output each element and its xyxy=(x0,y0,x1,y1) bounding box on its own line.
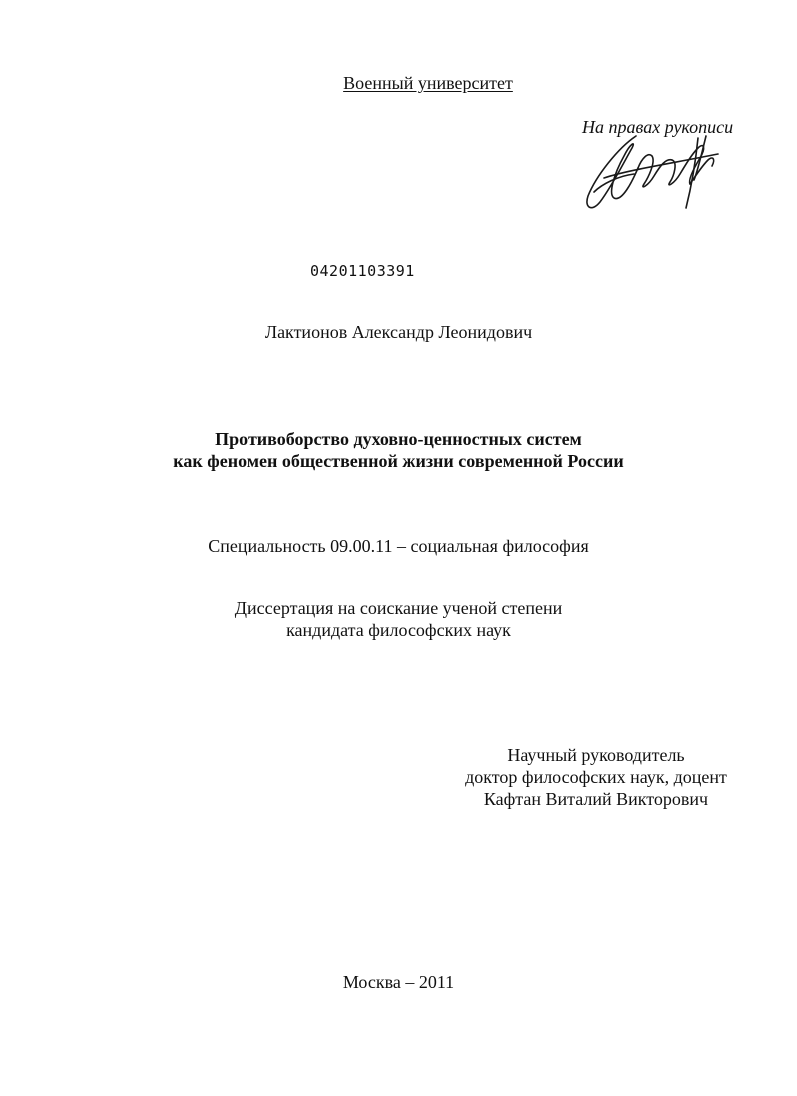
signature-image xyxy=(578,118,758,218)
catalog-code: 04201103391 xyxy=(310,262,415,280)
degree-statement xyxy=(0,597,797,641)
university-name: Военный университет xyxy=(343,73,513,93)
author-name: Лактионов Александр Леонидович xyxy=(264,322,533,342)
supervisor-block xyxy=(430,744,762,810)
degree-line-2: кандидата философских наук xyxy=(286,620,511,640)
city-year: Москва – 2011 xyxy=(342,972,455,992)
title-line-1: Противоборство духовно-ценностных систем xyxy=(215,429,582,449)
title-line-2: как феномен общественной жизни современной России xyxy=(173,451,624,471)
supervisor-role: Научный руководитель xyxy=(507,745,685,765)
supervisor-name: Кафтан Виталий Викторович xyxy=(483,789,709,809)
dissertation-title xyxy=(0,428,797,472)
specialty-line: Специальность 09.00.11 – социальная философия xyxy=(208,536,589,556)
manuscript-rights-label: На правах рукописи xyxy=(582,117,734,137)
degree-line-1: Диссертация на соискание ученой степени xyxy=(234,598,563,618)
supervisor-degree: доктор философских наук, доцент xyxy=(465,767,727,787)
